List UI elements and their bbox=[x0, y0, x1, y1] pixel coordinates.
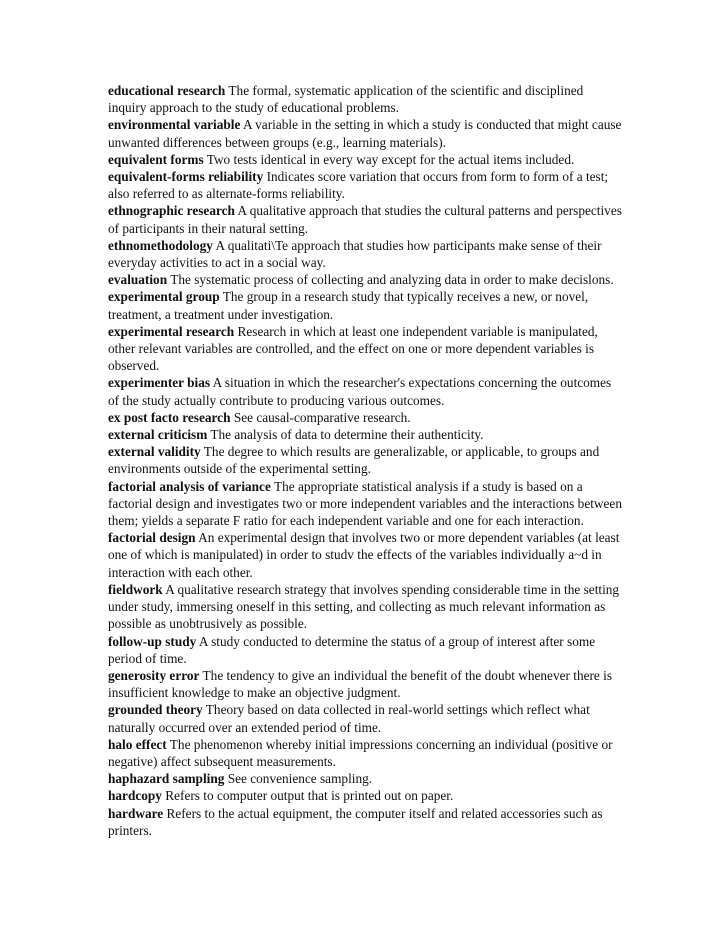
glossary-term: follow-up study bbox=[108, 633, 197, 649]
glossary-term: hardcopy bbox=[108, 788, 162, 804]
glossary-term: evaluation bbox=[108, 272, 168, 288]
glossary-definition: The systematic process of collecting and analyzing data in order to make decislons. bbox=[170, 272, 614, 288]
glossary-definition: Two tests identical in every way except for the actual items included. bbox=[206, 151, 575, 167]
glossary-definition: A qualitati\Te approach that studies how participants make sense of their everyday activities to act in a social way. bbox=[108, 237, 602, 271]
glossary-entry bbox=[108, 701, 624, 735]
glossary-definition: An experimental design that involves two or more dependent variables (at least one of which is manipulated) in order to studv the effects of the variables individually a~d in interaction with each other. bbox=[108, 530, 620, 580]
glossary-entry bbox=[108, 409, 624, 426]
glossary-entry bbox=[108, 271, 624, 288]
glossary-term: equivalent-forms reliability bbox=[108, 169, 264, 185]
glossary-entry bbox=[108, 529, 624, 581]
glossary-term: environmental variable bbox=[108, 117, 241, 133]
glossary-definition: See causal-comparative research. bbox=[233, 409, 411, 425]
glossary-entry bbox=[108, 633, 624, 667]
glossary-entry bbox=[108, 151, 624, 168]
glossary-definition: Theory based on data collected in real-world settings which reflect what naturally occurred over an extended period of time. bbox=[108, 702, 590, 735]
glossary-term: external validity bbox=[108, 444, 201, 460]
glossary-term: grounded theory bbox=[108, 702, 203, 718]
glossary-term: ex post facto research bbox=[108, 409, 231, 425]
glossary-term: educational research bbox=[108, 83, 226, 98]
glossary-entry bbox=[108, 82, 624, 116]
glossary-definition: The tendency to give an individual the benefit of the doubt whenever there is insufficient knowledge to make an objective judgment. bbox=[108, 667, 613, 701]
glossary-entry bbox=[108, 374, 624, 408]
glossary-entry bbox=[108, 323, 624, 375]
glossary-entry bbox=[108, 787, 624, 804]
glossary-term: fieldwork bbox=[108, 581, 163, 597]
glossary-definition: A situation in which the researcher's expectations concerning the outcomes of the study actually contribute to producing various outcomes. bbox=[108, 375, 612, 408]
glossary-definition: See convenience sampling. bbox=[227, 771, 373, 787]
glossary-term: external criticism bbox=[108, 427, 208, 443]
glossary-definition: The degree to which results are generalizable, or applicable, to groups and environments outside of the experimental setting. bbox=[108, 444, 600, 477]
glossary-definition: A variable in the setting in which a study is conducted that might cause unwanted differences between groups (e.g., learning materials). bbox=[108, 117, 622, 150]
glossary-term: generosity error bbox=[108, 667, 200, 683]
glossary-term: halo effect bbox=[108, 736, 167, 752]
glossary-entry bbox=[108, 736, 624, 770]
glossary-entry bbox=[108, 237, 624, 271]
glossary-definition: The appropriate statistical analysis if a study is based on a factorial design and investigates two or more independent variables and the interactions between them; yields a separate F ratio for each independent variable and one for each interaction. bbox=[108, 478, 622, 529]
glossary-definition: Indicates score variation that occurs from form to form of a test; also referred to as alternate-forms reliability. bbox=[108, 169, 609, 202]
glossary-entry bbox=[108, 770, 624, 787]
glossary-definition: A study conducted to determine the status of a group of interest after some period of time. bbox=[108, 633, 596, 666]
glossary-entry bbox=[108, 426, 624, 443]
glossary-term: haphazard sampling bbox=[108, 771, 225, 787]
glossary-entry bbox=[108, 805, 624, 839]
glossary-definition: The formal, systematic application of the scientific and disciplined inquiry approach to the study of educational problems. bbox=[108, 83, 584, 116]
glossary-entry bbox=[108, 667, 624, 701]
glossary-term: factorial analysis of variance bbox=[108, 478, 271, 494]
glossary-term: experimental research bbox=[108, 323, 235, 339]
glossary-term: ethnographic research bbox=[108, 203, 235, 219]
glossary-term: hardware bbox=[108, 805, 164, 821]
glossary-definition: The group in a research study that typically receives a new, or novel, treatment, a treatment under investigation. bbox=[108, 289, 589, 322]
glossary-definition: Refers to the actual equipment, the computer itself and related accessories such as printers. bbox=[108, 805, 603, 838]
glossary-definition: The analysis of data to determine their authenticity. bbox=[210, 427, 484, 443]
glossary-definition: Research in which at least one independent variable is manipulated, other relevant variables are controlled, and the effect on one or more dependent variables is observed. bbox=[108, 323, 598, 374]
glossary-entry bbox=[108, 478, 624, 530]
glossary-term: equivalent forms bbox=[108, 151, 204, 167]
glossary-term: factorial design bbox=[108, 530, 196, 546]
glossary-definition: The phenomenon whereby initial impressions concerning an individual (positive or negative) affect subsequent measurements. bbox=[108, 736, 613, 769]
glossary-entry bbox=[108, 116, 624, 150]
glossary-entry bbox=[108, 168, 624, 202]
glossary-page bbox=[108, 82, 624, 839]
glossary-entry bbox=[108, 288, 624, 322]
glossary-entry bbox=[108, 443, 624, 477]
glossary-term: experimental group bbox=[108, 289, 220, 305]
glossary-entry bbox=[108, 202, 624, 236]
glossary-term: ethnomethodology bbox=[108, 237, 213, 253]
glossary-term: experimenter bias bbox=[108, 375, 211, 391]
glossary-entry bbox=[108, 581, 624, 633]
glossary-definition: A qualitative research strategy that involves spending considerable time in the setting under study, immersing oneself in this setting, and collecting as much relevant information as possible as unobtrusively as possible. bbox=[108, 581, 620, 632]
glossary-definition: A qualitative approach that studies the cultural patterns and perspectives of participants in their natural setting. bbox=[108, 203, 622, 236]
glossary-definition: Refers to computer output that is printed out on paper. bbox=[165, 788, 454, 804]
